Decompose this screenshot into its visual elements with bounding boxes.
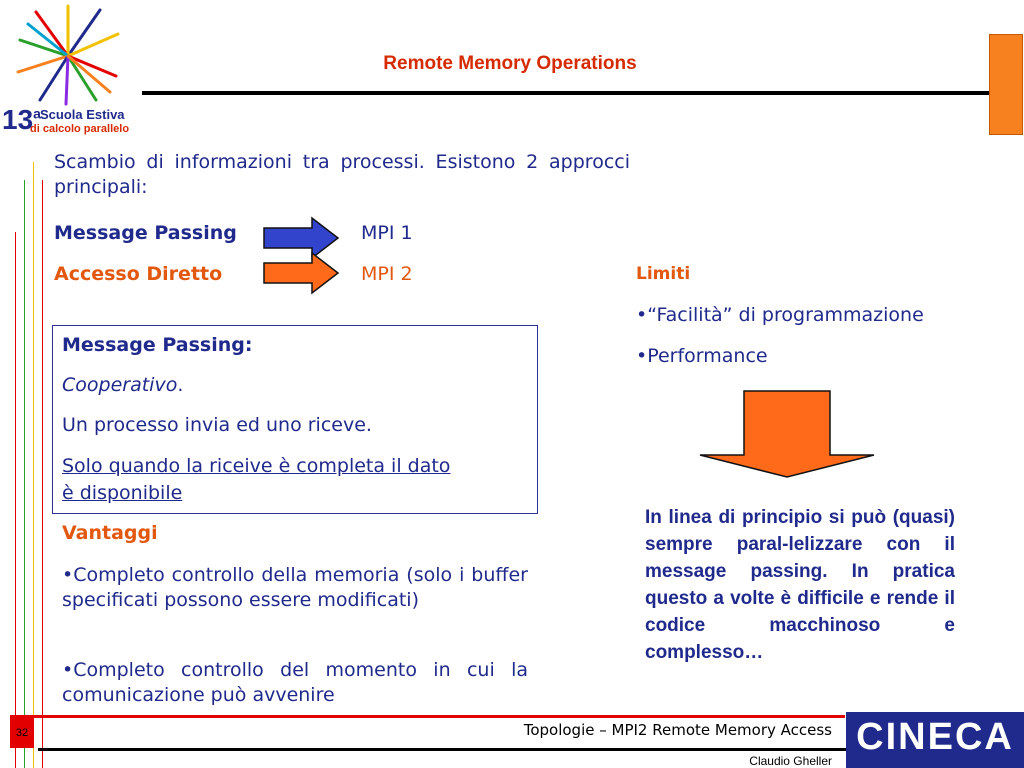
decor-line (24, 180, 25, 768)
principio-text: In linea di principio si può (quasi) sempre paral-lelizzare con il message passing. In pratica questo a volte è difficile e rende il codice macchinoso e complesso… (645, 507, 955, 663)
box-line2: Un processo invia ed uno riceve. (62, 414, 372, 436)
vantaggi-heading: Vantaggi (62, 522, 158, 544)
box-line1: Cooperativo. (62, 374, 184, 396)
logo-line1: Scuola Estiva (40, 107, 125, 122)
row-target-mpi2: MPI 2 (361, 263, 413, 285)
limiti-item: •“Facilità” di programmazione (636, 304, 924, 326)
decor-line (15, 232, 16, 768)
intro-text: Scambio di informazioni tra processi. Esistono 2 approcci principali: (54, 151, 630, 198)
arrow-right-icon (262, 251, 342, 295)
corner-block (989, 34, 1023, 135)
logo-number: 13$^a$ (2, 104, 41, 135)
limiti-item: •Performance (636, 345, 768, 367)
author-name: Claudio Gheller (749, 754, 832, 768)
box-line3b: è disponibile (62, 482, 183, 504)
decor-line (33, 162, 34, 768)
row-target-mpi1: MPI 1 (361, 222, 413, 244)
row-label-accesso-diretto: Accesso Diretto (54, 263, 223, 285)
title-rule (142, 91, 992, 95)
footer-rule-black (38, 748, 846, 751)
row-label-message-passing: Message Passing (54, 222, 237, 244)
logo-line2: di calcolo parallelo (30, 123, 130, 135)
footer-rule-red (10, 715, 845, 718)
vantaggi-item: •Completo controllo della memoria (solo i buffer specificati possono essere modificati) (62, 564, 528, 611)
footer-title: Topologie – MPI2 Remote Memory Access (523, 721, 832, 739)
arrow-down-icon (696, 389, 876, 479)
page-number: 32 (10, 718, 34, 748)
vantaggi-item: •Completo controllo del momento in cui la comunicazione può avvenire (62, 659, 528, 706)
decor-line (42, 180, 43, 768)
school-logo (0, 0, 142, 140)
slide-title: Remote Memory Operations (383, 53, 637, 74)
box-line3a: Solo quando la riceive è completa il dato (62, 455, 451, 477)
cineca-logo-text: CINECA (856, 716, 1014, 758)
box-heading: Message Passing: (62, 334, 253, 356)
limiti-heading: Limiti (636, 264, 691, 284)
cineca-logo (846, 712, 1024, 768)
starburst-icon (0, 0, 142, 110)
